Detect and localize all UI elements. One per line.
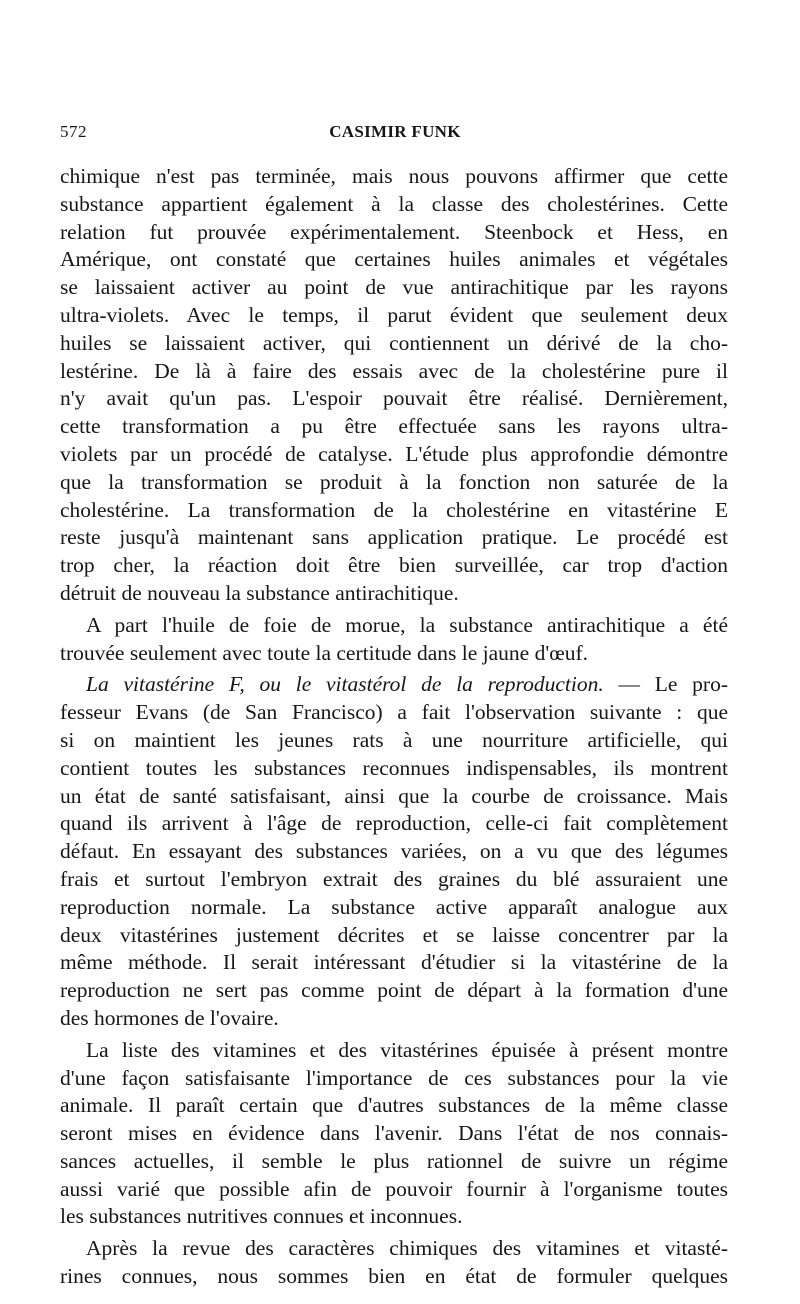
text-line: reproduction normale. La substance active apparaît analogue aux <box>60 894 728 919</box>
text-line: cholestérine. La transformation de la cholestérine en vitastérine E <box>60 497 728 522</box>
running-title: CASIMIR FUNK <box>329 122 461 141</box>
text-line: aussi varié que possible afin de pouvoir fournir à l'organisme toutes <box>60 1176 728 1201</box>
text-line: sances actuelles, il semble le plus rationnel de suivre un régime <box>60 1148 728 1173</box>
text-line: reproduction ne sert pas comme point de départ à la formation d'une <box>60 978 728 1003</box>
text-line: lestérine. De là à faire des essais avec de la cholestérine pure il <box>60 358 728 383</box>
text-line: La liste des vitamines et des vitastérines épuisée à présent montre <box>86 1037 728 1062</box>
heading-continuation: — Le pro- <box>603 672 728 697</box>
page-number: 572 <box>60 122 87 141</box>
paragraph-5 <box>60 1235 728 1291</box>
text-line: seront mises en évidence dans l'avenir. Dans l'état de nos connais- <box>60 1121 728 1146</box>
text-line: chimique n'est pas terminée, mais nous pouvons affirmer que cette <box>60 164 728 188</box>
text-line: détruit de nouveau la substance antirachitique. <box>60 580 459 605</box>
text-line: Amérique, ont constaté que certaines huiles animales et végétales <box>60 247 728 272</box>
text-line: un état de santé satisfaisant, ainsi que la courbe de croissance. Mais <box>60 783 728 808</box>
section-heading-line <box>60 671 728 699</box>
text-line: des hormones de l'ovaire. <box>60 1005 279 1030</box>
paragraph-1 <box>60 163 728 608</box>
text-line: frais et surtout l'embryon extrait des graines du blé assuraient une <box>60 866 728 891</box>
text-line: reste jusqu'à maintenant sans application pratique. Le procédé est <box>60 525 728 550</box>
text-line: défaut. En essayant des substances variées, on a vu que des légumes <box>60 839 728 864</box>
text-line: n'y avait qu'un pas. L'espoir pouvait être réalisé. Dernièrement, <box>60 386 728 411</box>
text-line: huiles se laissaient activer, qui contiennent un dérivé de la cho- <box>60 330 728 355</box>
text-line: fesseur Evans (de San Francisco) a fait l'observation suivante : que <box>60 700 728 725</box>
text-line: contient toutes les substances reconnues indispensables, ils montrent <box>60 755 728 780</box>
text-line: relation fut prouvée expérimentalement. Steenbock et Hess, en <box>60 219 728 244</box>
text-line: les substances nutritives connues et inconnues. <box>60 1204 463 1229</box>
text-line: deux vitastérines justement décrites et se laisse concentrer par la <box>60 922 728 947</box>
paragraph-4 <box>60 1037 728 1232</box>
text-line: trouvée seulement avec toute la certitude dans le jaune d'œuf. <box>60 640 589 665</box>
text-line: violets par un procédé de catalyse. L'étude plus approfondie démontre <box>60 441 728 466</box>
text-line: animale. Il paraît certain que d'autres substances de la même classe <box>60 1093 728 1118</box>
text-line: que la transformation se produit à la fonction non saturée de la <box>60 469 728 494</box>
text-line: ultra-violets. Avec le temps, il parut évident que seulement deux <box>60 302 728 327</box>
text-line: si on maintient les jeunes rats à une nourriture artificielle, qui <box>60 727 728 752</box>
page-header <box>60 122 730 146</box>
text-line: rines connues, nous sommes bien en état de formuler quelques <box>60 1264 728 1289</box>
text-line: A part l'huile de foie de morue, la substance antirachitique a été <box>86 612 728 637</box>
text-line: substance appartient également à la classe des cholestérines. Cette <box>60 191 728 216</box>
text-line: trop cher, la réaction doit être bien surveillée, car trop d'action <box>60 553 728 578</box>
text-line: quand ils arrivent à l'âge de reproduction, celle-ci fait complètement <box>60 811 728 836</box>
body-text <box>60 163 728 1291</box>
paragraph-2 <box>60 612 728 668</box>
text-line: se laissaient activer au point de vue antirachitique par les rayons <box>60 275 728 300</box>
text-line: Après la revue des caractères chimiques des vitamines et vitasté- <box>86 1236 728 1261</box>
paragraph-3 <box>60 671 728 1032</box>
text-line: cette transformation a pu être effectuée sans les rayons ultra- <box>60 414 728 439</box>
text-line: d'une façon satisfaisante l'importance de ces substances pour la vie <box>60 1065 728 1090</box>
section-heading: La vitastérine F, ou le vitastérol de la reproduction. <box>86 672 604 697</box>
text-line: même méthode. Il serait intéressant d'étudier si la vitastérine de la <box>60 950 728 975</box>
